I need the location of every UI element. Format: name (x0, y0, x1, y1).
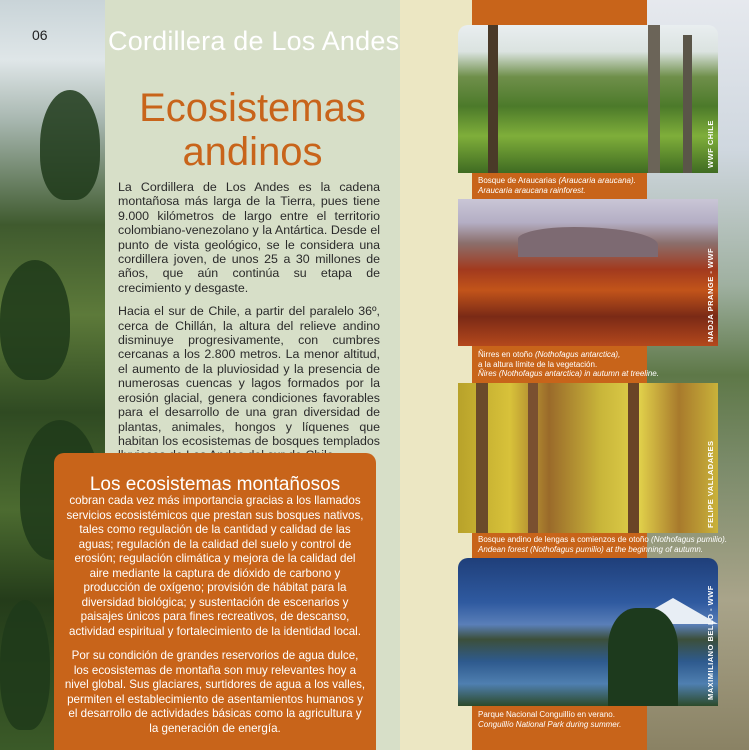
photo-lenga-forest (458, 383, 718, 533)
intro-paragraph-1: La Cordillera de Los Andes es la cadena montañosa más larga de la Tierra, pues tiene 9.000 kilómetros de largo entre el territorio colombiano-venezolano y la Antártica. Desde el punto de vista geológico, se le considera una cordillera joven, de unos 25 a 30 millones de años, que aún continúa su etapa de crecimiento y desgaste. (118, 180, 380, 295)
page-number: 06 (32, 27, 48, 43)
intro-paragraph-2: Hacia el sur de Chile, a partir del paralelo 36º, cerca de Chillán, la altura del relieve andino disminuye progresivamente, con cumbres cercanas a los 2.800 metros. La menor altitud, el aumento de la pluviosidad y la presencia de numerosas cuencas y lagos formados por la erosión glacial, genera condiciones favorables para el desarrollo de una gran diversidad de plantas, animales, hongos y líquenes que habitan los ecosistemas de bosques templados (118, 304, 380, 448)
caption-2 (478, 350, 748, 379)
highlight-paragraph-1: cobran cada vez más importancia gracias a los llamados servicios ecosistémicos que prestan sus bosques nativos, tales como regulación de la cantidad y calidad de las aguas; regulación de la calidad del suelo y control de erosión; regulación climática y mejora de la calidad del aire mediante la captura de dióxido de carbono y producción de oxígeno; provisión de hábitat para la diversidad biológica; y sustentación de escenarios y paisajes únicos para fines recreativos, de descanso, actividad espiritual y fortalecimiento de la identidad local. (66, 494, 364, 638)
caption-3-es: Bosque andino de lengas a comienzos de otoño (478, 535, 649, 544)
caption-3 (478, 535, 748, 554)
highlight-box-title: Los ecosistemas montañosos (89, 474, 341, 495)
section-title-line2: andinos (182, 130, 323, 174)
section-title (105, 86, 400, 174)
caption-1 (478, 176, 748, 195)
section-title-line1: Ecosistemas (139, 86, 366, 130)
highlight-paragraph-2: Por su condición de grandes reservorios de agua dulce, los ecosistemas de montaña son muy relevantes hoy a nivel global. Sus glaciares, surtidores de agua a los valles, permiten el establecimiento de asentamientos humanos y el desarrollo de actividades básicas como la agricultura y la generación de energía. (64, 649, 366, 735)
caption-4-en: Conguillío National Park during summer. (478, 719, 622, 729)
caption-2-en: Ñires (Nothofagus antarctica) in autumn at treeline. (478, 369, 659, 378)
caption-3-sci: (Nothofagus pumilio). (651, 535, 728, 544)
caption-4 (478, 710, 748, 729)
header-title: Cordillera de Los Andes (108, 26, 400, 56)
photo-credit-2: NADJA PRANGE - WWF (706, 247, 715, 342)
intro-text (118, 180, 380, 472)
photo-araucaria-forest (458, 25, 718, 173)
photo-nirres-autumn (458, 199, 718, 346)
highlight-box-text (64, 494, 366, 746)
caption-2-es: Ñirres en otoño (478, 350, 533, 359)
photo-credit-4: MAXIMILIANO BELLO - WWF (706, 585, 715, 700)
caption-1-sci: (Araucaria araucana). (558, 176, 636, 185)
photo-credit-3: FELIPE VALLADARES (706, 440, 715, 528)
photo-credit-1: WWF CHILE (706, 120, 715, 168)
photo-conguillio-park (458, 558, 718, 706)
caption-2-sci: (Nothofagus antarctica), (534, 350, 621, 359)
caption-1-es: Bosque de Araucarias (478, 176, 557, 185)
caption-1-en: Araucaria araucana rainforest. (478, 185, 586, 195)
caption-2-es2: a la altura límite de la vegetación. (478, 359, 598, 369)
caption-3-en: Andean forest (Nothofagus pumilio) at the beginning of autumn. (478, 544, 704, 554)
caption-4-es: Parque Nacional Conguillío en verano. (478, 710, 615, 719)
